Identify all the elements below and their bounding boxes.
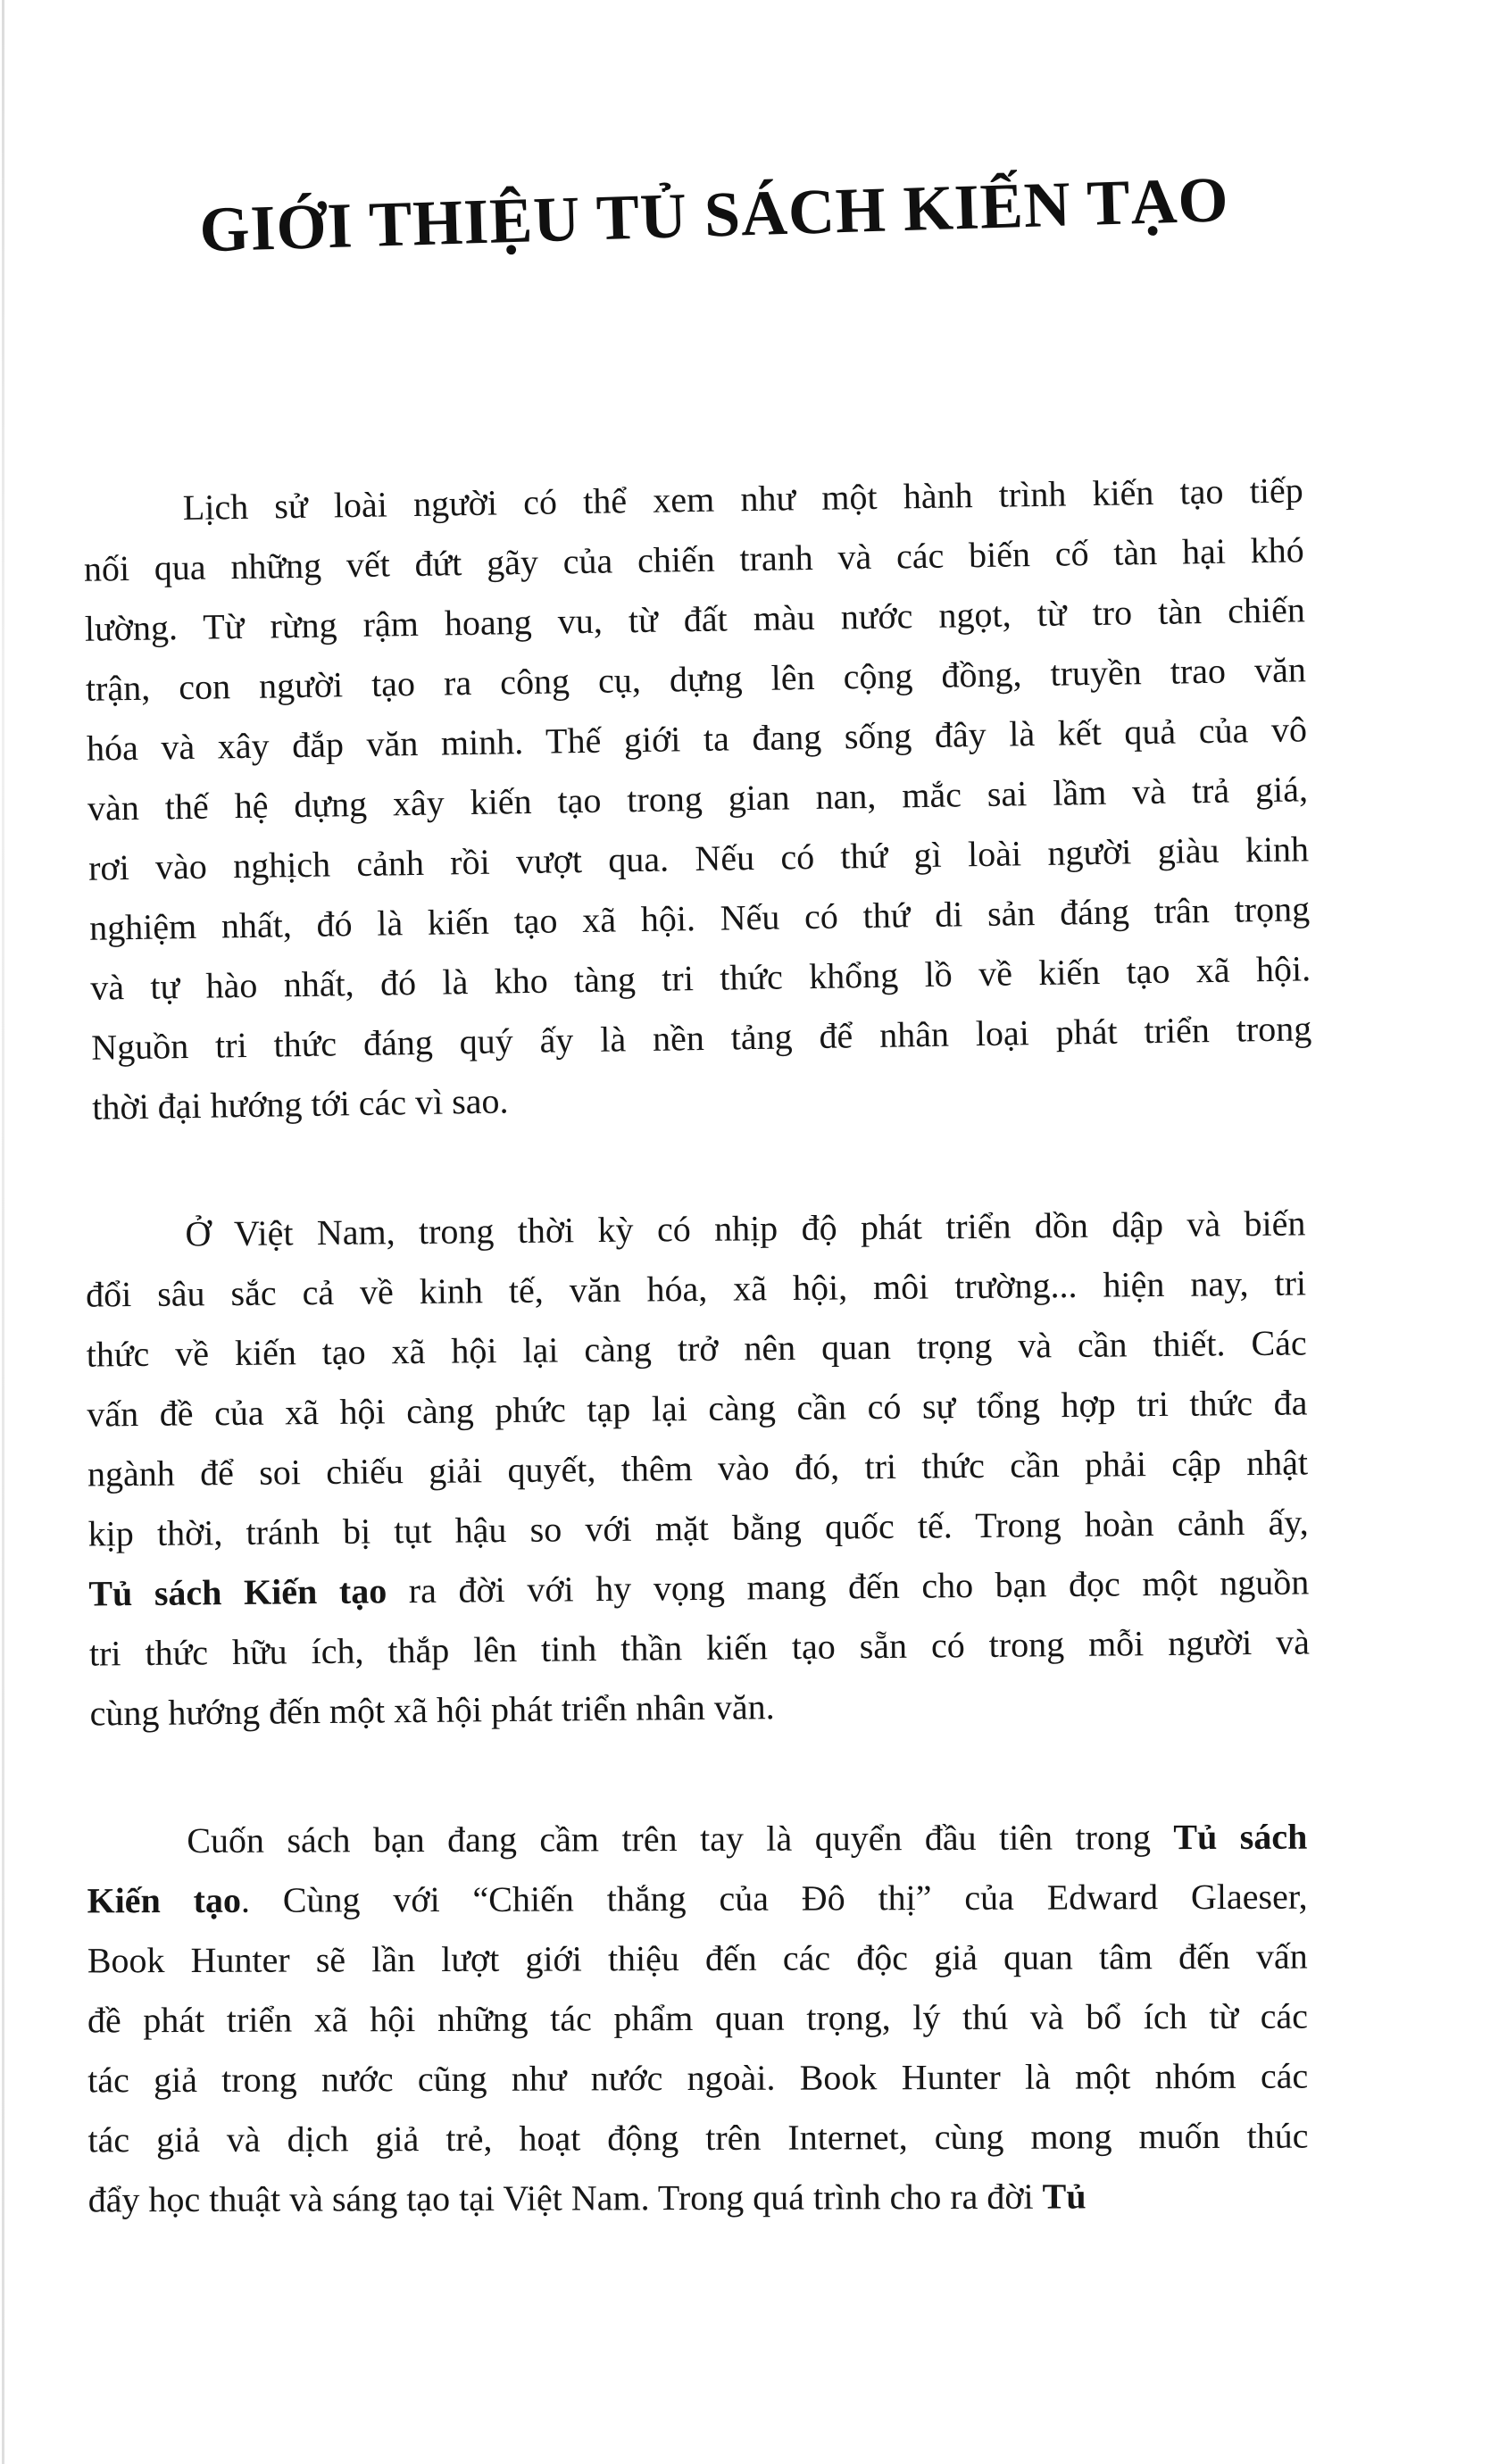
- text-segment: ra đời với hy vọng mang đến cho bạn đọc một nguồn: [386, 1561, 1310, 1611]
- text-segment: trận, con người tạo ra công cụ, dựng lên cộng đồng, truyền trao văn: [85, 649, 1307, 709]
- text-segment: thức về kiến tạo xã hội lại càng trở nên quan trọng và cần thiết. Các: [86, 1322, 1307, 1375]
- text-segment: nghiệm nhất, đó là kiến tạo xã hội. Nếu có thứ di sản đáng trân trọng: [88, 888, 1311, 948]
- paragraph: [85, 1193, 1311, 1743]
- text-segment: thời đại hướng tới các vì sao.: [91, 1080, 509, 1128]
- text-line: [89, 1671, 1311, 1743]
- text-segment: Lịch sử loài người có thể xem như một hành trình kiến tạo tiếp: [182, 470, 1304, 529]
- text-segment: lường. Từ rừng rậm hoang vu, từ đất màu nước ngọt, từ tro tàn chiến: [84, 589, 1306, 649]
- bold-text-segment: Tủ sách Kiến tạo: [88, 1570, 387, 1614]
- text-segment: . Cùng với “Chiến thắng của Đô thị” của Edward Glaeser,: [240, 1876, 1308, 1920]
- bold-text-segment: Tủ sách: [1173, 1816, 1308, 1858]
- text-segment: vàn thế hệ dựng xây kiến tạo trong gian nan, mắc sai lầm và trả giá,: [87, 769, 1309, 828]
- text-segment: Book Hunter sẽ lần lượt giới thiệu đến các độc giả quan tâm đến vấn: [87, 1935, 1308, 1981]
- text-segment: Ở Việt Nam, trong thời kỳ có nhịp độ phát triển dồn dập và biến: [185, 1203, 1306, 1254]
- text-segment: vấn đề của xã hội càng phức tạp lại càng cần có sự tổng hợp tri thức đa: [87, 1382, 1308, 1435]
- text-segment: hóa và xây đắp văn minh. Thế giới ta đang sống đây là kết quả của vô: [86, 709, 1308, 769]
- text-segment: tác giả trong nước cũng như nước ngoài. Book Hunter là một nhóm các: [87, 2055, 1309, 2101]
- text-segment: và tự hào nhất, đó là kho tàng tri thức khổng lồ về kiến tạo xã hội.: [89, 948, 1311, 1008]
- text-line: [87, 1927, 1308, 1991]
- text-segment: đổi sâu sắc cả về kinh tế, văn hóa, xã hội, môi trường... hiện nay, tri: [85, 1262, 1307, 1315]
- text-line: [88, 2166, 1309, 2230]
- text-line: [89, 1611, 1311, 1683]
- text-segment: Nguồn tri thức đáng quý ấy là nền tảng để nhân loại phát triển trong: [90, 1008, 1312, 1068]
- text-segment: đẩy học thuật và sáng tạo tại Việt Nam. Trong quá trình cho ra đời: [87, 2176, 1043, 2220]
- text-segment: rơi vào nghịch cảnh rồi vượt qua. Nếu có thứ gì loài người giàu kinh: [87, 828, 1310, 888]
- page-title: GIỚI THIỆU TỦ SÁCH KIẾN TẠO: [198, 163, 1230, 266]
- text-segment: ngành để soi chiếu giải quyết, thêm vào đó, tri thức cần phải cập nhật: [87, 1442, 1309, 1494]
- paragraph: [87, 1807, 1309, 2230]
- text-segment: Cuốn sách bạn đang cầm trên tay là quyển đầu tiên trong: [187, 1817, 1174, 1860]
- text-segment: kịp thời, tránh bị tụt hậu so với mặt bằng quốc tế. Trong hoàn cảnh ấy,: [87, 1502, 1309, 1554]
- text-segment: nối qua những vết đứt gãy của chiến tranh và các biến cố tàn hại khó: [83, 529, 1305, 589]
- text-line: [87, 1986, 1308, 2051]
- text-segment: đề phát triển xã hội những tác phẩm quan trọng, lý thú và bổ ích từ các: [87, 1995, 1309, 2041]
- bold-text-segment: Kiến tạo: [87, 1879, 242, 1921]
- text-line: [87, 1867, 1307, 1931]
- paragraph: [82, 460, 1312, 1136]
- text-line: [87, 1807, 1307, 1871]
- text-segment: tri thức hữu ích, thắp lên tinh thần kiến tạo sẵn có trong mỗi người và: [88, 1621, 1311, 1674]
- text-segment: tác giả và dịch giả trẻ, hoạt động trên Internet, cùng mong muốn thúc: [87, 2115, 1309, 2160]
- text-segment: cùng hướng đến một xã hội phát triển nhân văn.: [89, 1686, 775, 1734]
- bold-text-segment: Tủ: [1042, 2176, 1087, 2217]
- scan-edge-artifact: [2, 0, 4, 2464]
- page-body: [0, 470, 1312, 2227]
- text-line: [87, 2106, 1308, 2170]
- text-line: [87, 2046, 1308, 2110]
